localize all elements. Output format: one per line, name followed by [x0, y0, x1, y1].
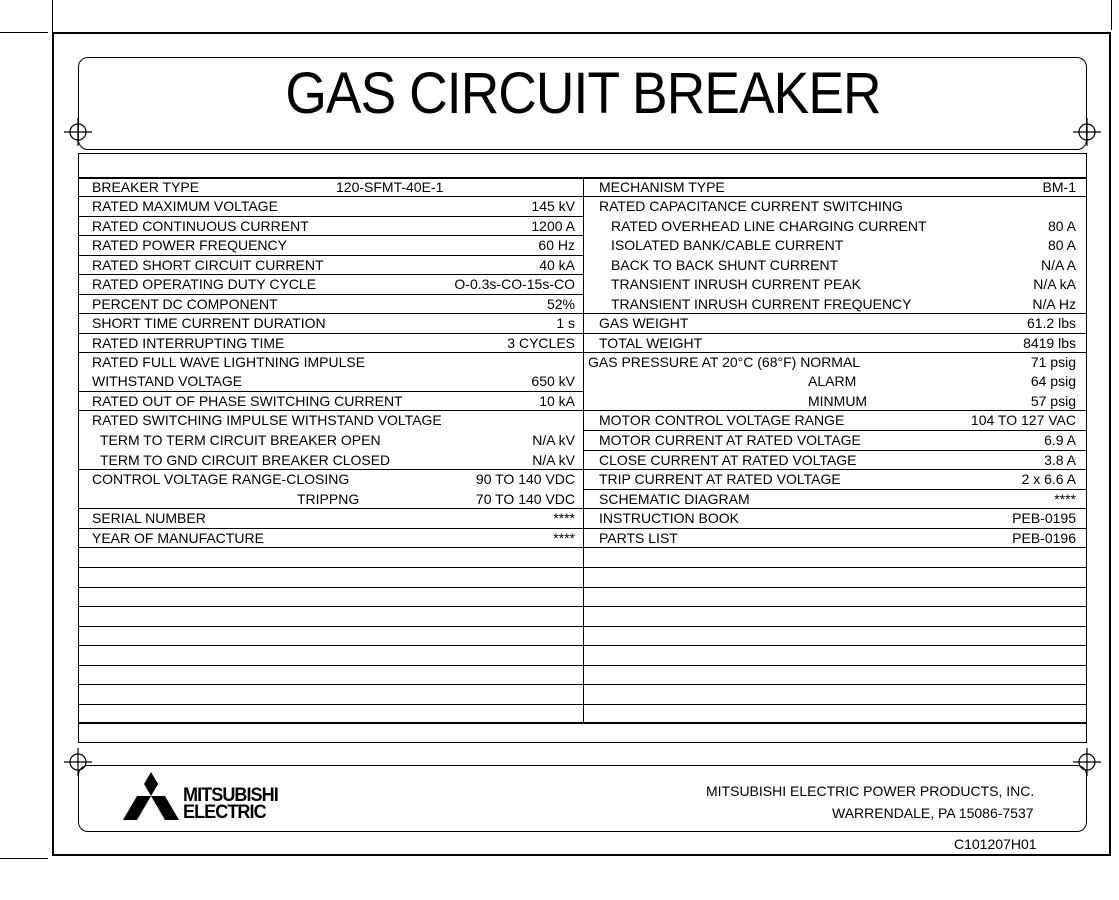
right-row-value: 80 A [1047, 218, 1076, 234]
left-row-label: RATED FULL WAVE LIGHTNING IMPULSE [92, 354, 366, 370]
logo-wordmark-line1: MITSUBISHI [183, 785, 278, 806]
right-row-label: CLOSE CURRENT AT RATED VOLTAGE [599, 452, 857, 468]
right-row-label: ALARM [808, 373, 857, 389]
left-row-value: 60 Hz [538, 237, 575, 253]
right-row-value: PEB-0196 [1012, 530, 1076, 546]
left-row-label: TRIPPNG [297, 491, 360, 507]
left-row-value: 70 TO 140 VDC [475, 491, 575, 507]
logo-wordmark-line2: ELECTRIC [183, 802, 266, 823]
left-row-label: RATED INTERRUPTING TIME [92, 335, 285, 351]
left-row-value: 650 kV [531, 373, 575, 389]
left-row-label: RATED MAXIMUM VOLTAGE [92, 198, 278, 214]
right-row-value: N/A Hz [1032, 296, 1076, 312]
left-row-value: **** [553, 530, 575, 546]
right-row-value: 57 psig [1030, 393, 1076, 409]
left-row-value: 90 TO 140 VDC [475, 471, 575, 487]
right-row-label: SCHEMATIC DIAGRAM [599, 491, 750, 507]
left-row-label: TERM TO TERM CIRCUIT BREAKER OPEN [100, 432, 381, 448]
right-row-label: MINMUM [808, 393, 868, 409]
right-row-value: **** [1054, 491, 1076, 507]
right-row-value: 2 x 6.6 A [1021, 471, 1076, 487]
mounting-hole-icon [1073, 118, 1101, 146]
right-row-value: 6.9 A [1044, 432, 1076, 448]
right-row-label: BACK TO BACK SHUNT CURRENT [611, 257, 839, 273]
right-row-value: 64 psig [1030, 373, 1076, 389]
left-row-value: 145 kV [531, 198, 575, 214]
left-row-value: N/A kV [532, 452, 575, 468]
right-row-value: N/A kA [1033, 276, 1076, 292]
left-row-value: O-0.3s-CO-15s-CO [454, 276, 575, 292]
left-row-label: RATED CONTINUOUS CURRENT [92, 218, 309, 234]
right-row-label: RATED CAPACITANCE CURRENT SWITCHING [599, 198, 903, 214]
right-row-label: INSTRUCTION BOOK [599, 510, 740, 526]
right-row-label: TRANSIENT INRUSH CURRENT PEAK [611, 276, 861, 292]
left-row-label: SERIAL NUMBER [92, 510, 206, 526]
left-row-label: YEAR OF MANUFACTURE [92, 530, 264, 546]
left-row-value: 10 kA [539, 393, 575, 409]
left-row-value: 1 s [556, 315, 575, 331]
right-row-value: 3.8 A [1044, 452, 1076, 468]
right-row-value: 104 TO 127 VAC [970, 412, 1076, 428]
right-row-label: TRANSIENT INRUSH CURRENT FREQUENCY [611, 296, 912, 312]
right-row-label: GAS PRESSURE AT 20°C (68°F) NORMAL [588, 354, 861, 370]
right-row-value: N/A A [1040, 257, 1076, 273]
left-row-label: RATED POWER FREQUENCY [92, 237, 287, 253]
left-row-value: 1200 A [531, 218, 575, 234]
left-row-value: N/A kV [532, 432, 575, 448]
nameplate-title: GAS CIRCUIT BREAKER [285, 61, 881, 126]
drawing-number: C101207H01 [954, 836, 1037, 852]
company-name: MITSUBISHI ELECTRIC POWER PRODUCTS, INC. [706, 783, 1035, 799]
left-row-label: WITHSTAND VOLTAGE [92, 373, 243, 389]
breaker-type-value: 120-SFMT-40E-1 [336, 179, 444, 195]
right-row-label: GAS WEIGHT [599, 315, 689, 331]
left-row-value: 3 CYCLES [507, 335, 575, 351]
left-row-label: CONTROL VOLTAGE RANGE-CLOSING [92, 471, 350, 487]
right-row-label: MOTOR CURRENT AT RATED VOLTAGE [599, 432, 861, 448]
left-row-value: 40 kA [539, 257, 575, 273]
right-row-label: MECHANISM TYPE [599, 179, 725, 195]
company-address: WARRENDALE, PA 15086-7537 [832, 805, 1034, 821]
left-row-label: RATED SHORT CIRCUIT CURRENT [92, 257, 324, 273]
left-row-label: PERCENT DC COMPONENT [92, 296, 278, 312]
right-row-value: BM-1 [1042, 179, 1076, 195]
right-row-label: MOTOR CONTROL VOLTAGE RANGE [599, 412, 845, 428]
right-row-value: PEB-0195 [1012, 510, 1076, 526]
left-row-label: RATED OPERATING DUTY CYCLE [92, 276, 317, 292]
right-row-value: 61.2 lbs [1026, 315, 1076, 331]
right-row-label: RATED OVERHEAD LINE CHARGING CURRENT [611, 218, 927, 234]
right-row-label: TRIP CURRENT AT RATED VOLTAGE [599, 471, 841, 487]
left-row-value: **** [553, 510, 575, 526]
right-row-value: 71 psig [1030, 354, 1076, 370]
mitsubishi-three-diamonds-icon [123, 772, 179, 822]
mounting-hole-icon [64, 118, 92, 146]
left-row-label: TERM TO GND CIRCUIT BREAKER CLOSED [100, 452, 391, 468]
right-row-label: ISOLATED BANK/CABLE CURRENT [611, 237, 844, 253]
right-row-value: 80 A [1047, 237, 1076, 253]
left-row-label: RATED SWITCHING IMPULSE WITHSTAND VOLTAGE [92, 412, 442, 428]
right-row-value: 8419 lbs [1023, 335, 1076, 351]
left-row-label: SHORT TIME CURRENT DURATION [92, 315, 326, 331]
right-row-label: PARTS LIST [599, 530, 678, 546]
right-row-label: TOTAL WEIGHT [599, 335, 703, 351]
left-row-value: 52% [546, 296, 575, 312]
left-row-label: BREAKER TYPE [92, 179, 200, 195]
left-row-label: RATED OUT OF PHASE SWITCHING CURRENT [92, 393, 403, 409]
